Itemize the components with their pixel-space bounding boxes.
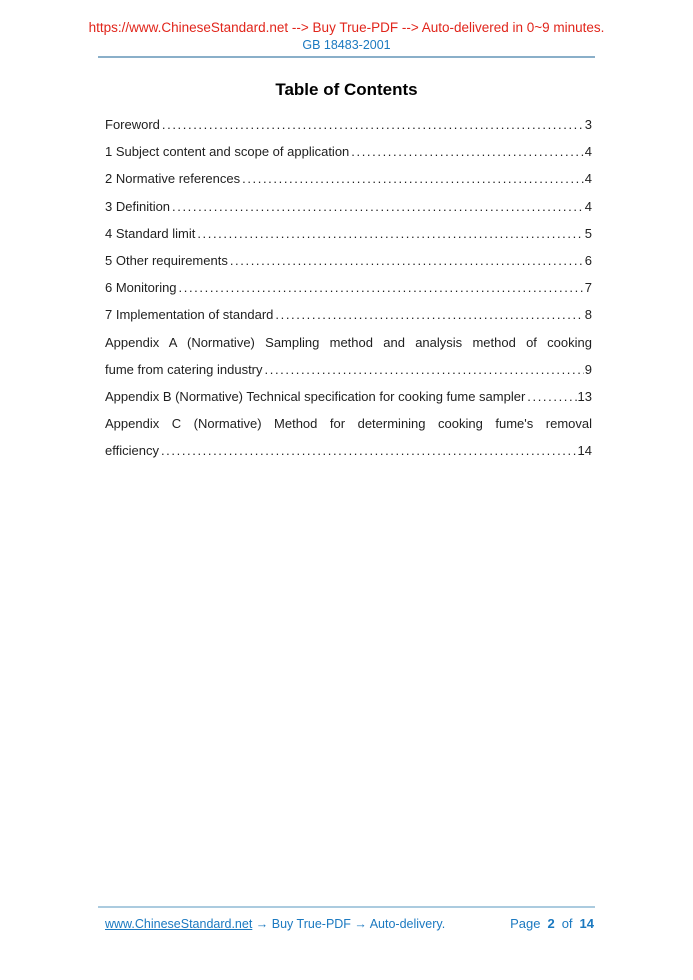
- footer-site-link[interactable]: www.ChineseStandard.net: [105, 917, 253, 931]
- toc-dot-leader: [275, 301, 583, 328]
- toc-dot-leader: [197, 220, 583, 247]
- toc-entry: [105, 111, 592, 138]
- toc-entry: [105, 193, 592, 220]
- toc-entry: [105, 383, 592, 410]
- toc-page-number: 6: [584, 252, 592, 268]
- toc-dot-leader: [351, 138, 583, 165]
- toc-entry: [105, 220, 592, 247]
- toc-list: [105, 111, 592, 464]
- footer-promo-tail: → Buy True-PDF → Auto-delivery.: [252, 917, 446, 931]
- toc-page-number: 7: [584, 280, 592, 296]
- toc-dot-leader: [230, 247, 584, 274]
- toc-title: Table of Contents: [275, 80, 418, 99]
- toc-dot-leader: [242, 165, 584, 192]
- toc-entry: [105, 356, 592, 383]
- toc-entry: [105, 138, 592, 165]
- toc-page-number: 4: [584, 198, 592, 214]
- header-promo-link[interactable]: https://www.ChineseStandard.net --> Buy True-PDF --> Auto-delivered in 0~9 minutes.: [88, 20, 605, 35]
- toc-entry: [105, 437, 592, 464]
- toc-entry-label: 6 Monitoring: [105, 280, 177, 296]
- toc-entry-text: Appendix C (Normative) Method for determining cooking fume's removal: [105, 416, 592, 432]
- toc-entry: [105, 165, 592, 192]
- toc-page-number: 5: [584, 225, 592, 241]
- footer-page-total: 14: [579, 916, 594, 931]
- toc-entry-label: 1 Subject content and scope of application: [105, 144, 350, 160]
- toc-entry: [105, 274, 592, 301]
- toc-entry: [105, 301, 592, 328]
- toc-dot-leader: [161, 437, 577, 464]
- toc-entry-label: Appendix B (Normative) Technical specification for cooking fume sampler: [105, 388, 526, 404]
- footer-divider: [98, 906, 595, 908]
- toc-page-number: 4: [584, 144, 592, 160]
- toc-entry-label: Foreword: [105, 117, 160, 132]
- toc-entry-label: efficiency: [105, 443, 159, 459]
- toc-page-number: 9: [584, 361, 592, 377]
- toc-dot-leader: [172, 193, 584, 220]
- toc-dot-leader: [179, 274, 584, 301]
- toc-page-number: 14: [577, 443, 592, 459]
- toc-page-number: 13: [577, 388, 592, 404]
- toc-page-number: 3: [584, 117, 592, 132]
- doc-number: GB 18483-2001: [302, 38, 391, 52]
- toc-entry-label: 7 Implementation of standard: [105, 307, 274, 323]
- footer-page-word: Page: [510, 916, 541, 931]
- toc-dot-leader: [162, 111, 584, 138]
- footer-page-indicator: [510, 915, 594, 933]
- toc-entry-label: fume from catering industry: [105, 361, 263, 377]
- toc-page-number: 4: [584, 171, 592, 187]
- footer-promo: [105, 915, 445, 933]
- footer-of-word: of: [561, 916, 573, 931]
- footer: [105, 915, 594, 933]
- header-divider: [98, 56, 595, 58]
- toc-entry-label: 4 Standard limit: [105, 225, 196, 241]
- toc-dot-leader: [527, 383, 576, 410]
- toc-entry-label: 3 Definition: [105, 198, 171, 214]
- toc-page-number: 8: [584, 307, 592, 323]
- toc-entry-label: 2 Normative references: [105, 171, 241, 187]
- footer-page-current: 2: [547, 916, 555, 931]
- toc-dot-leader: [265, 356, 584, 383]
- toc-entry-label: 5 Other requirements: [105, 252, 228, 268]
- toc-entry: [105, 247, 592, 274]
- toc-entry-text: Appendix A (Normative) Sampling method and analysis method of cooking: [105, 334, 592, 350]
